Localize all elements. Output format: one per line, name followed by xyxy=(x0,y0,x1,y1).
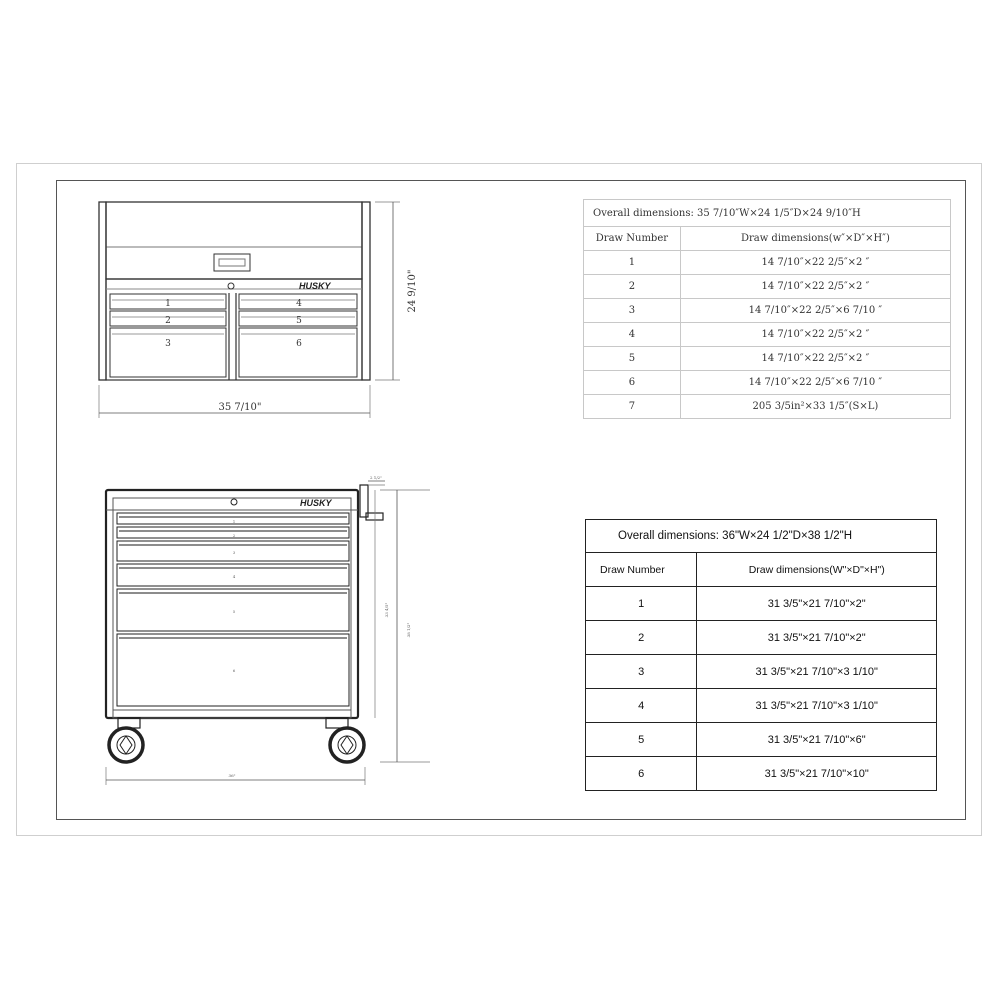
draw-dimensions-cell: 31 3/5"×21 7/10"×3 1/10" xyxy=(697,689,937,723)
top-chest-dimensions-table xyxy=(583,199,951,419)
right-caster-wheel xyxy=(330,728,364,762)
cabinet-lock-icon xyxy=(231,499,237,505)
cabinet-inner-height-label: 33 4/5" xyxy=(384,602,389,618)
chest-brand-logo: HUSKY xyxy=(299,281,331,291)
chest-height-label: 24 9/10" xyxy=(407,269,418,313)
draw-dimensions-cell: 14 7/10″×22 2/5″×6 7/10 ″ xyxy=(680,371,950,395)
top-chest-drawing xyxy=(99,202,400,418)
column-header: Draw dimensions(w″×D″×H″) xyxy=(680,227,950,251)
table-row xyxy=(586,757,937,791)
draw-number-cell: 4 xyxy=(584,323,681,347)
draw-dimensions-cell: 14 7/10″×22 2/5″×2 ″ xyxy=(680,251,950,275)
cabinet-side-handle xyxy=(360,485,368,517)
draw-dimensions-cell: 31 3/5"×21 7/10"×6" xyxy=(697,723,937,757)
draw-number-cell: 3 xyxy=(584,299,681,323)
draw-number-cell: 5 xyxy=(586,723,697,757)
cabinet-drawer-label-2: 2 xyxy=(232,533,236,538)
draw-dimensions-cell: 31 3/5"×21 7/10"×2" xyxy=(697,621,937,655)
table-header-row xyxy=(584,227,951,251)
lock-icon xyxy=(228,283,234,289)
table-row xyxy=(584,395,951,419)
draw-dimensions-cell: 205 3/5in²×33 1/5″(S×L) xyxy=(680,395,950,419)
table-row xyxy=(586,655,937,689)
chest-drawer-3 xyxy=(110,328,226,377)
draw-dimensions-cell: 14 7/10″×22 2/5″×2 ″ xyxy=(680,347,950,371)
chest-drawer-label-4: 4 xyxy=(296,299,302,309)
chest-lid xyxy=(106,202,362,279)
draw-number-cell: 1 xyxy=(584,251,681,275)
draw-dimensions-cell: 14 7/10″×22 2/5″×2 ″ xyxy=(680,323,950,347)
table-title: Overall dimensions: 35 7/10″W×24 1/5″D×24 9/10″H xyxy=(584,200,951,227)
cabinet-dimensions-table xyxy=(585,519,937,791)
cabinet-brand-logo: HUSKY xyxy=(300,498,332,508)
column-header: Draw Number xyxy=(586,553,697,587)
cabinet-drawer-label-4: 4 xyxy=(232,574,236,579)
table-title-row xyxy=(586,520,937,553)
draw-dimensions-cell: 31 3/5"×21 7/10"×3 1/10" xyxy=(697,655,937,689)
draw-number-cell: 3 xyxy=(586,655,697,689)
cabinet-depth-label: 2 1/2" xyxy=(369,475,383,480)
chest-drawer-6 xyxy=(239,328,357,377)
chest-width-label: 35 7/10" xyxy=(218,402,262,413)
column-header: Draw Number xyxy=(584,227,681,251)
cabinet-drawer-label-5: 5 xyxy=(232,609,236,614)
draw-dimensions-cell: 14 7/10″×22 2/5″×2 ″ xyxy=(680,275,950,299)
draw-number-cell: 2 xyxy=(586,621,697,655)
table-row xyxy=(586,723,937,757)
draw-number-cell: 4 xyxy=(586,689,697,723)
chest-drawer-label-1: 1 xyxy=(165,299,171,309)
left-side-handle xyxy=(99,202,106,380)
cabinet-height-label: 38 1/2" xyxy=(406,622,411,638)
draw-number-cell: 6 xyxy=(584,371,681,395)
table-row xyxy=(584,251,951,275)
table-title: Overall dimensions: 36"W×24 1/2"D×38 1/2"H xyxy=(586,520,937,553)
cabinet-drawer-label-1: 1 xyxy=(232,519,236,524)
table-row xyxy=(584,323,951,347)
table-row xyxy=(584,275,951,299)
column-header: Draw dimensions(W"×D"×H") xyxy=(697,553,937,587)
cabinet-drawing xyxy=(106,481,430,785)
draw-number-cell: 6 xyxy=(586,757,697,791)
draw-dimensions-cell: 31 3/5"×21 7/10"×2" xyxy=(697,587,937,621)
draw-number-cell: 5 xyxy=(584,347,681,371)
right-side-handle xyxy=(362,202,370,380)
left-caster-wheel xyxy=(109,728,143,762)
table-row xyxy=(584,371,951,395)
table-row xyxy=(586,689,937,723)
chest-drawer-label-6: 6 xyxy=(296,339,302,349)
table-row xyxy=(586,621,937,655)
chest-drawer-label-2: 2 xyxy=(165,316,171,326)
table-row xyxy=(584,299,951,323)
cabinet-width-label: 36" xyxy=(228,773,236,778)
draw-number-cell: 7 xyxy=(584,395,681,419)
table-row xyxy=(586,587,937,621)
draw-number-cell: 2 xyxy=(584,275,681,299)
table-header-row xyxy=(586,553,937,587)
table-row xyxy=(584,347,951,371)
draw-dimensions-cell: 14 7/10″×22 2/5″×6 7/10 ″ xyxy=(680,299,950,323)
chest-drawer-label-3: 3 xyxy=(165,339,171,349)
chest-drawer-label-5: 5 xyxy=(296,316,302,326)
cabinet-drawer-label-6: 6 xyxy=(232,668,236,673)
draw-dimensions-cell: 31 3/5"×21 7/10"×10" xyxy=(697,757,937,791)
draw-number-cell: 1 xyxy=(586,587,697,621)
cabinet-drawer-label-3: 3 xyxy=(232,550,236,555)
table-title-row xyxy=(584,200,951,227)
